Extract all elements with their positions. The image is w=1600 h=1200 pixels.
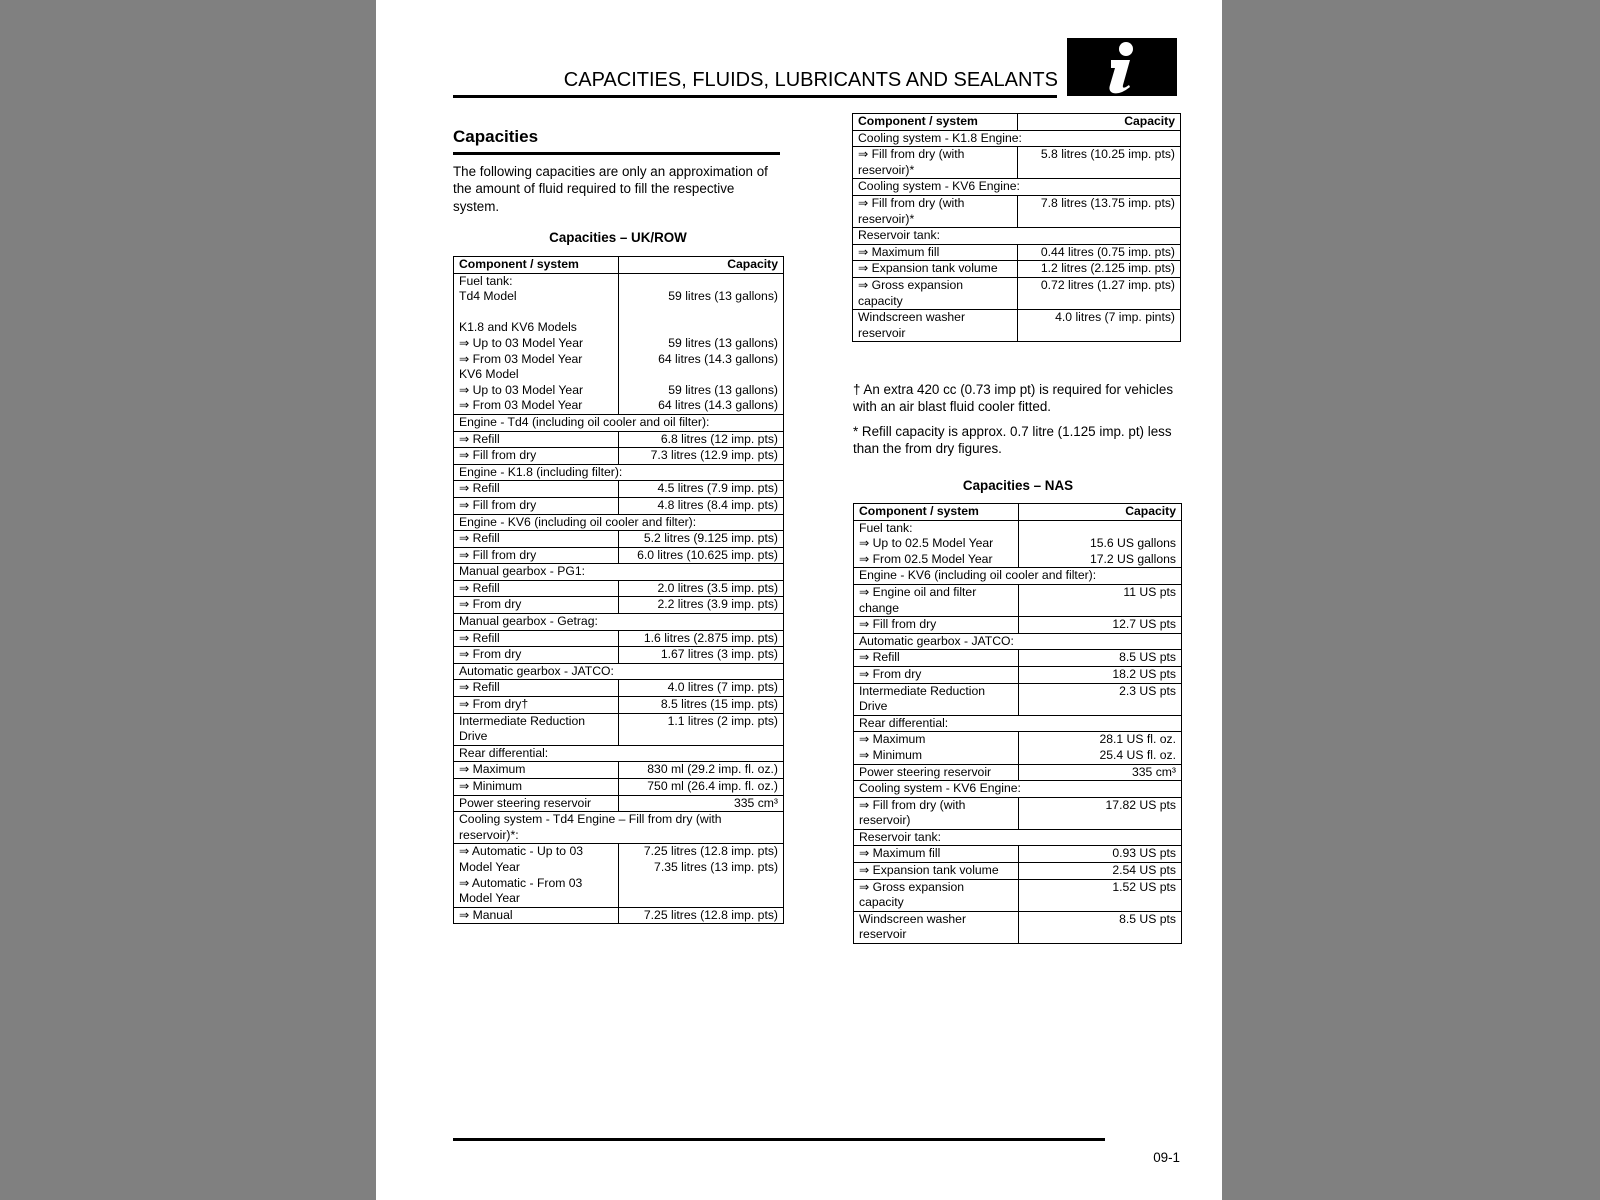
- capacity-value: 5.2 litres (9.125 imp. pts): [643, 531, 778, 546]
- component-line: ⇒ Fill from dry (with: [859, 797, 966, 812]
- component-cell: [454, 597, 619, 614]
- capacity-value: 1.1 litres (2 imp. pts): [667, 713, 778, 728]
- component-cell: [854, 863, 1019, 880]
- capacity-cell: [619, 713, 784, 745]
- table-row: [454, 762, 784, 779]
- capacity-value: 1.67 litres (3 imp. pts): [660, 647, 778, 662]
- table-section-row: [454, 464, 784, 481]
- capacity-value: 64 litres (14.3 gallons): [658, 351, 778, 366]
- capacity-value: 7.35 litres (13 imp. pts): [654, 859, 778, 874]
- table-row: [454, 844, 784, 907]
- capacity-cell: [1019, 520, 1182, 568]
- capacity-value: 0.72 litres (1.27 imp. pts): [1040, 277, 1175, 292]
- capacity-value: 18.2 US pts: [1112, 666, 1176, 681]
- table-row: [454, 907, 784, 924]
- component-cell: [854, 650, 1019, 667]
- component-line: ⇒ Fill from dry: [459, 547, 537, 562]
- component-line: ⇒ Maximum: [459, 762, 526, 777]
- component-line: change: [859, 600, 899, 615]
- table-section-row: [854, 633, 1182, 650]
- capacity-value: 12.7 US pts: [1112, 617, 1176, 632]
- component-line: Drive: [459, 729, 488, 744]
- component-line: ⇒ Expansion tank volume: [858, 261, 998, 276]
- table-row: [854, 911, 1182, 943]
- section-label: Engine - Td4 (including oil cooler and oil filter):: [454, 414, 784, 431]
- component-line: ⇒ Engine oil and filter: [859, 584, 977, 599]
- column-header-capacity: Capacity: [1018, 114, 1181, 131]
- table-row: [454, 795, 784, 812]
- footnotes: [853, 381, 1198, 464]
- capacity-value: 64 litres (14.3 gallons): [658, 398, 778, 413]
- capacity-cell: [619, 779, 784, 796]
- component-line: reservoir)*: [858, 211, 915, 226]
- capacity-cell: [619, 597, 784, 614]
- component-line: Td4 Model: [459, 289, 517, 304]
- table-row: [854, 650, 1182, 667]
- component-line: Power steering reservoir: [459, 795, 592, 810]
- table-row: [854, 797, 1182, 829]
- section-label: Cooling system - K1.8 Engine:: [853, 130, 1181, 147]
- table-row: [854, 520, 1182, 568]
- capacity-value: 4.8 litres (8.4 imp. pts): [657, 497, 778, 512]
- section-label: Rear differential:: [454, 745, 784, 762]
- table-section-row: [854, 715, 1182, 732]
- capacity-value: 4.0 litres (7 imp. pts): [667, 680, 778, 695]
- table-section-row: [853, 228, 1181, 245]
- component-line: K1.8 and KV6 Models: [459, 320, 577, 335]
- capacity-cell: [1019, 683, 1182, 715]
- section-label: Cooling system - Td4 Engine – Fill from dry (with reservoir)*:: [454, 812, 784, 844]
- capacity-value: 25.4 US fl. oz.: [1099, 747, 1176, 762]
- component-line: ⇒ Maximum fill: [859, 846, 941, 861]
- capacity-cell: [1018, 277, 1181, 309]
- section-label: Engine - KV6 (including oil cooler and filter):: [454, 514, 784, 531]
- table-row: [854, 683, 1182, 715]
- table-row: [454, 680, 784, 697]
- component-line: ⇒ Up to 02.5 Model Year: [859, 536, 994, 551]
- table-section-row: [854, 781, 1182, 798]
- component-cell: [854, 666, 1019, 683]
- capacity-cell: [1018, 310, 1181, 342]
- capacity-value: 5.8 litres (10.25 imp. pts): [1040, 147, 1175, 162]
- capacity-cell: [1019, 764, 1182, 781]
- component-line: ⇒ From 03 Model Year: [459, 398, 583, 413]
- capacity-value: 2.0 litres (3.5 imp. pts): [657, 580, 778, 595]
- component-cell: [854, 617, 1019, 634]
- table-row: [854, 732, 1182, 764]
- table-row: [454, 713, 784, 745]
- component-cell: [854, 764, 1019, 781]
- component-line: Intermediate Reduction: [859, 683, 986, 698]
- table-header-row: [454, 257, 784, 274]
- component-line: Fuel tank:: [459, 273, 513, 288]
- section-label: Reservoir tank:: [853, 228, 1181, 245]
- component-cell: [853, 310, 1018, 342]
- component-cell: [454, 273, 619, 414]
- page-title: CAPACITIES, FLUIDS, LUBRICANTS AND SEALANTS: [563, 69, 1058, 91]
- component-line: Fuel tank:: [859, 520, 913, 535]
- component-cell: [454, 580, 619, 597]
- component-line: ⇒ Refill: [459, 481, 500, 496]
- table-row: [454, 630, 784, 647]
- component-line: ⇒ From dry: [459, 647, 522, 662]
- table-section-row: [854, 568, 1182, 585]
- capacity-cell: [619, 630, 784, 647]
- capacity-cell: [619, 431, 784, 448]
- capacity-value: 11 US pts: [1123, 584, 1176, 599]
- capacity-cell: [1019, 797, 1182, 829]
- component-cell: [854, 846, 1019, 863]
- component-line: Drive: [859, 699, 888, 714]
- header-rule: [453, 95, 1057, 98]
- capacity-value: 335 cm³: [1131, 764, 1176, 779]
- table-section-row: [854, 829, 1182, 846]
- capacity-cell: [619, 680, 784, 697]
- capacity-cell: [619, 580, 784, 597]
- capacity-value: [1024, 521, 1176, 537]
- table-row: [454, 697, 784, 714]
- table-row: [454, 431, 784, 448]
- section-label: Engine - KV6 (including oil cooler and filter):: [854, 568, 1182, 585]
- capacity-value: 17.2 US gallons: [1089, 551, 1176, 566]
- section-rule: [453, 152, 780, 155]
- table-section-row: [454, 564, 784, 581]
- capacity-value: 1.52 US pts: [1112, 879, 1176, 894]
- capacity-value: 1.6 litres (2.875 imp. pts): [643, 630, 778, 645]
- component-line: Intermediate Reduction: [459, 713, 586, 728]
- capacity-value: 335 cm³: [733, 795, 778, 810]
- table-row: [454, 779, 784, 796]
- component-line: ⇒ Fill from dry (with: [858, 195, 965, 210]
- capacity-cell: [619, 907, 784, 924]
- section-label: Automatic gearbox - JATCO:: [854, 633, 1182, 650]
- footer-rule: [453, 1138, 1105, 1141]
- component-line: ⇒ Up to 03 Model Year: [459, 382, 584, 397]
- nas-table-title: Capacities – NAS: [962, 478, 1074, 493]
- capacity-value: 4.5 litres (7.9 imp. pts): [657, 481, 778, 496]
- capacity-value: 7.8 litres (13.75 imp. pts): [1040, 195, 1175, 210]
- component-cell: [454, 481, 619, 498]
- table-section-row: [454, 514, 784, 531]
- capacity-value: 8.5 US pts: [1119, 650, 1176, 665]
- intro-paragraph: The following capacities are only an approximation of the amount of fluid required to fill the respective system.: [453, 164, 768, 214]
- component-line: ⇒ Gross expansion: [859, 879, 965, 894]
- component-cell: [853, 147, 1018, 179]
- capacity-value: 59 litres (13 gallons): [668, 335, 778, 350]
- capacity-value: 2.2 litres (3.9 imp. pts): [657, 597, 778, 612]
- table-row: [854, 584, 1182, 616]
- capacity-value: 7.25 litres (12.8 imp. pts): [643, 844, 778, 859]
- component-line: ⇒ Fill from dry: [859, 617, 937, 632]
- uk-table-body: [454, 273, 784, 924]
- uk-capacities-table: [453, 256, 784, 924]
- capacity-cell: [1019, 650, 1182, 667]
- table-row: [454, 448, 784, 465]
- table-row: [853, 147, 1181, 179]
- capacity-cell: [1019, 911, 1182, 943]
- component-line: ⇒ Manual: [459, 907, 513, 922]
- component-line: ⇒ Refill: [459, 431, 500, 446]
- document-page: [376, 0, 1222, 1200]
- capacity-cell: [1019, 732, 1182, 764]
- capacity-cell: [1018, 261, 1181, 278]
- component-line: Model Year: [459, 859, 520, 874]
- component-line: ⇒ From 02.5 Model Year: [859, 551, 993, 566]
- component-cell: [853, 261, 1018, 278]
- capacity-value: 6.8 litres (12 imp. pts): [660, 431, 778, 446]
- section-label: Reservoir tank:: [854, 829, 1182, 846]
- component-line: capacity: [859, 895, 904, 910]
- table-row: [454, 481, 784, 498]
- component-line: ⇒ Automatic - From 03: [459, 875, 583, 890]
- capacity-value: [624, 367, 778, 383]
- capacity-value: 0.93 US pts: [1112, 846, 1176, 861]
- component-line: ⇒ Maximum: [859, 732, 926, 747]
- component-line: ⇒ Gross expansion: [858, 277, 964, 292]
- table-row: [454, 547, 784, 564]
- component-line: [459, 305, 613, 321]
- capacity-value: 7.25 litres (12.8 imp. pts): [643, 907, 778, 922]
- capacity-value: [624, 320, 778, 336]
- capacity-value: 28.1 US fl. oz.: [1099, 732, 1176, 747]
- capacity-cell: [1018, 244, 1181, 261]
- table-row: [853, 277, 1181, 309]
- capacity-cell: [619, 273, 784, 414]
- capacity-cell: [1019, 879, 1182, 911]
- component-cell: [454, 630, 619, 647]
- capacity-cell: [619, 547, 784, 564]
- component-cell: [454, 713, 619, 745]
- table-row: [454, 273, 784, 414]
- component-line: Windscreen washer: [859, 911, 967, 926]
- section-label: Cooling system - KV6 Engine:: [853, 179, 1181, 196]
- column-header-capacity: Capacity: [1019, 504, 1182, 521]
- capacity-cell: [1019, 617, 1182, 634]
- table-row: [454, 580, 784, 597]
- component-cell: [854, 584, 1019, 616]
- capacity-cell: [1019, 863, 1182, 880]
- capacity-cell: [619, 762, 784, 779]
- component-line: ⇒ Automatic - Up to 03: [459, 844, 584, 859]
- table-row: [853, 244, 1181, 261]
- uk-table-title: Capacities – UK/ROW: [549, 230, 687, 245]
- component-cell: [454, 531, 619, 548]
- capacity-cell: [1018, 147, 1181, 179]
- component-cell: [454, 680, 619, 697]
- component-line: ⇒ From dry†: [459, 697, 529, 712]
- capacity-cell: [619, 697, 784, 714]
- component-line: ⇒ Fill from dry: [459, 448, 537, 463]
- component-line: ⇒ Up to 03 Model Year: [459, 335, 584, 350]
- component-line: ⇒ Refill: [459, 630, 500, 645]
- component-line: ⇒ Expansion tank volume: [859, 863, 999, 878]
- capacity-value: 2.3 US pts: [1119, 683, 1176, 698]
- table-section-row: [454, 745, 784, 762]
- capacity-cell: [619, 844, 784, 907]
- component-cell: [853, 277, 1018, 309]
- capacity-cell: [1018, 195, 1181, 227]
- capacity-cell: [619, 647, 784, 664]
- component-cell: [454, 779, 619, 796]
- table-row: [854, 666, 1182, 683]
- capacity-value: 0.44 litres (0.75 imp. pts): [1040, 244, 1175, 259]
- component-line: ⇒ Refill: [459, 580, 500, 595]
- capacity-cell: [619, 448, 784, 465]
- table-section-row: [454, 812, 784, 844]
- component-cell: [854, 520, 1019, 568]
- component-cell: [454, 448, 619, 465]
- capacity-cell: [619, 531, 784, 548]
- capacity-cell: [1019, 666, 1182, 683]
- component-cell: [854, 879, 1019, 911]
- component-line: ⇒ Minimum: [459, 779, 523, 793]
- section-label: Cooling system - KV6 Engine:: [854, 781, 1182, 798]
- component-line: KV6 Model: [459, 367, 519, 382]
- component-line: ⇒ Refill: [859, 650, 900, 665]
- capacity-cell: [1019, 846, 1182, 863]
- component-line: ⇒ Fill from dry: [459, 497, 537, 512]
- capacity-value: 4.0 litres (7 imp. pints): [1055, 310, 1175, 325]
- component-cell: [454, 647, 619, 664]
- table-section-row: [454, 663, 784, 680]
- section-label: Manual gearbox - Getrag:: [454, 614, 784, 631]
- capacity-value: 17.82 US pts: [1105, 797, 1176, 812]
- info-icon: [1067, 38, 1177, 96]
- table-row: [454, 531, 784, 548]
- component-cell: [454, 697, 619, 714]
- capacity-value: 7.3 litres (12.9 imp. pts): [650, 448, 778, 463]
- table-row: [454, 597, 784, 614]
- capacity-value: 8.5 litres (15 imp. pts): [660, 697, 778, 712]
- table-section-row: [853, 130, 1181, 147]
- component-cell: [454, 844, 619, 907]
- component-cell: [454, 795, 619, 812]
- component-cell: [853, 195, 1018, 227]
- component-cell: [854, 683, 1019, 715]
- component-line: ⇒ Fill from dry (with: [858, 147, 965, 162]
- table-header-row: [854, 504, 1182, 521]
- component-line: Windscreen washer: [858, 310, 966, 325]
- nas-capacities-table: [853, 503, 1182, 944]
- footnote-asterisk: * Refill capacity is approx. 0.7 litre (1.125 imp. pt) less than the from dry figures.: [853, 423, 1172, 456]
- column-header-capacity: Capacity: [619, 257, 784, 274]
- capacity-value: 6.0 litres (10.625 imp. pts): [637, 547, 778, 562]
- page-number: 09-1: [1153, 1150, 1180, 1165]
- component-line: Model Year: [459, 891, 520, 906]
- component-cell: [854, 797, 1019, 829]
- table-row: [854, 617, 1182, 634]
- component-cell: [454, 431, 619, 448]
- component-cell: [454, 907, 619, 924]
- uk-capacities-table-continued: [852, 113, 1181, 342]
- footnote-dagger: † An extra 420 cc (0.73 imp pt) is required for vehicles with an air blast fluid cooler fitted.: [853, 382, 1174, 415]
- component-line: ⇒ From 03 Model Year: [459, 351, 583, 366]
- table-section-row: [454, 414, 784, 431]
- capacity-cell: [619, 481, 784, 498]
- capacity-value: 750 ml (26.4 imp. fl. oz.): [647, 779, 778, 793]
- uk-cont-table-body: [853, 130, 1181, 342]
- component-line: reservoir)*: [858, 162, 915, 177]
- component-line: ⇒ Refill: [459, 680, 500, 695]
- table-row: [854, 846, 1182, 863]
- component-cell: [454, 547, 619, 564]
- section-label: Manual gearbox - PG1:: [454, 564, 784, 581]
- capacity-value: [624, 305, 778, 321]
- column-header-component: Component / system: [454, 257, 619, 274]
- component-line: reservoir: [859, 927, 907, 942]
- capacity-value: 15.6 US gallons: [1089, 536, 1176, 551]
- table-row: [854, 863, 1182, 880]
- capacity-value: 59 litres (13 gallons): [668, 382, 778, 397]
- component-line: Power steering reservoir: [859, 764, 992, 779]
- component-line: ⇒ From dry: [859, 666, 922, 681]
- capacity-cell: [619, 497, 784, 514]
- capacity-cell: [619, 795, 784, 812]
- table-section-row: [454, 614, 784, 631]
- table-row: [853, 195, 1181, 227]
- component-cell: [454, 762, 619, 779]
- component-line: capacity: [858, 293, 903, 308]
- capacity-value: 1.2 litres (2.125 imp. pts): [1040, 261, 1175, 276]
- component-line: ⇒ From dry: [459, 597, 522, 612]
- section-heading: Capacities: [453, 127, 539, 146]
- table-row: [454, 497, 784, 514]
- capacity-value: 59 litres (13 gallons): [668, 289, 778, 304]
- component-cell: [853, 244, 1018, 261]
- column-header-component: Component / system: [853, 114, 1018, 131]
- table-row: [454, 647, 784, 664]
- section-label: Automatic gearbox - JATCO:: [454, 663, 784, 680]
- table-row: [853, 310, 1181, 342]
- component-cell: [854, 911, 1019, 943]
- component-cell: [454, 497, 619, 514]
- capacity-value: 2.54 US pts: [1112, 863, 1176, 878]
- table-row: [853, 261, 1181, 278]
- component-cell: [854, 732, 1019, 764]
- nas-table-body: [854, 520, 1182, 943]
- section-label: Rear differential:: [854, 715, 1182, 732]
- column-header-component: Component / system: [854, 504, 1019, 521]
- component-line: reservoir: [858, 325, 906, 340]
- section-label: Engine - K1.8 (including filter):: [454, 464, 784, 481]
- capacity-value: 8.5 US pts: [1119, 911, 1176, 926]
- capacity-value: [624, 274, 778, 290]
- capacity-value: 830 ml (29.2 imp. fl. oz.): [647, 762, 778, 777]
- component-line: ⇒ Refill: [459, 531, 500, 546]
- table-header-row: [853, 114, 1181, 131]
- component-line: ⇒ Minimum: [859, 747, 923, 762]
- table-row: [854, 764, 1182, 781]
- capacity-cell: [1019, 584, 1182, 616]
- component-line: ⇒ Maximum fill: [858, 244, 940, 259]
- table-section-row: [853, 179, 1181, 196]
- component-line: reservoir): [859, 813, 911, 828]
- table-row: [854, 879, 1182, 911]
